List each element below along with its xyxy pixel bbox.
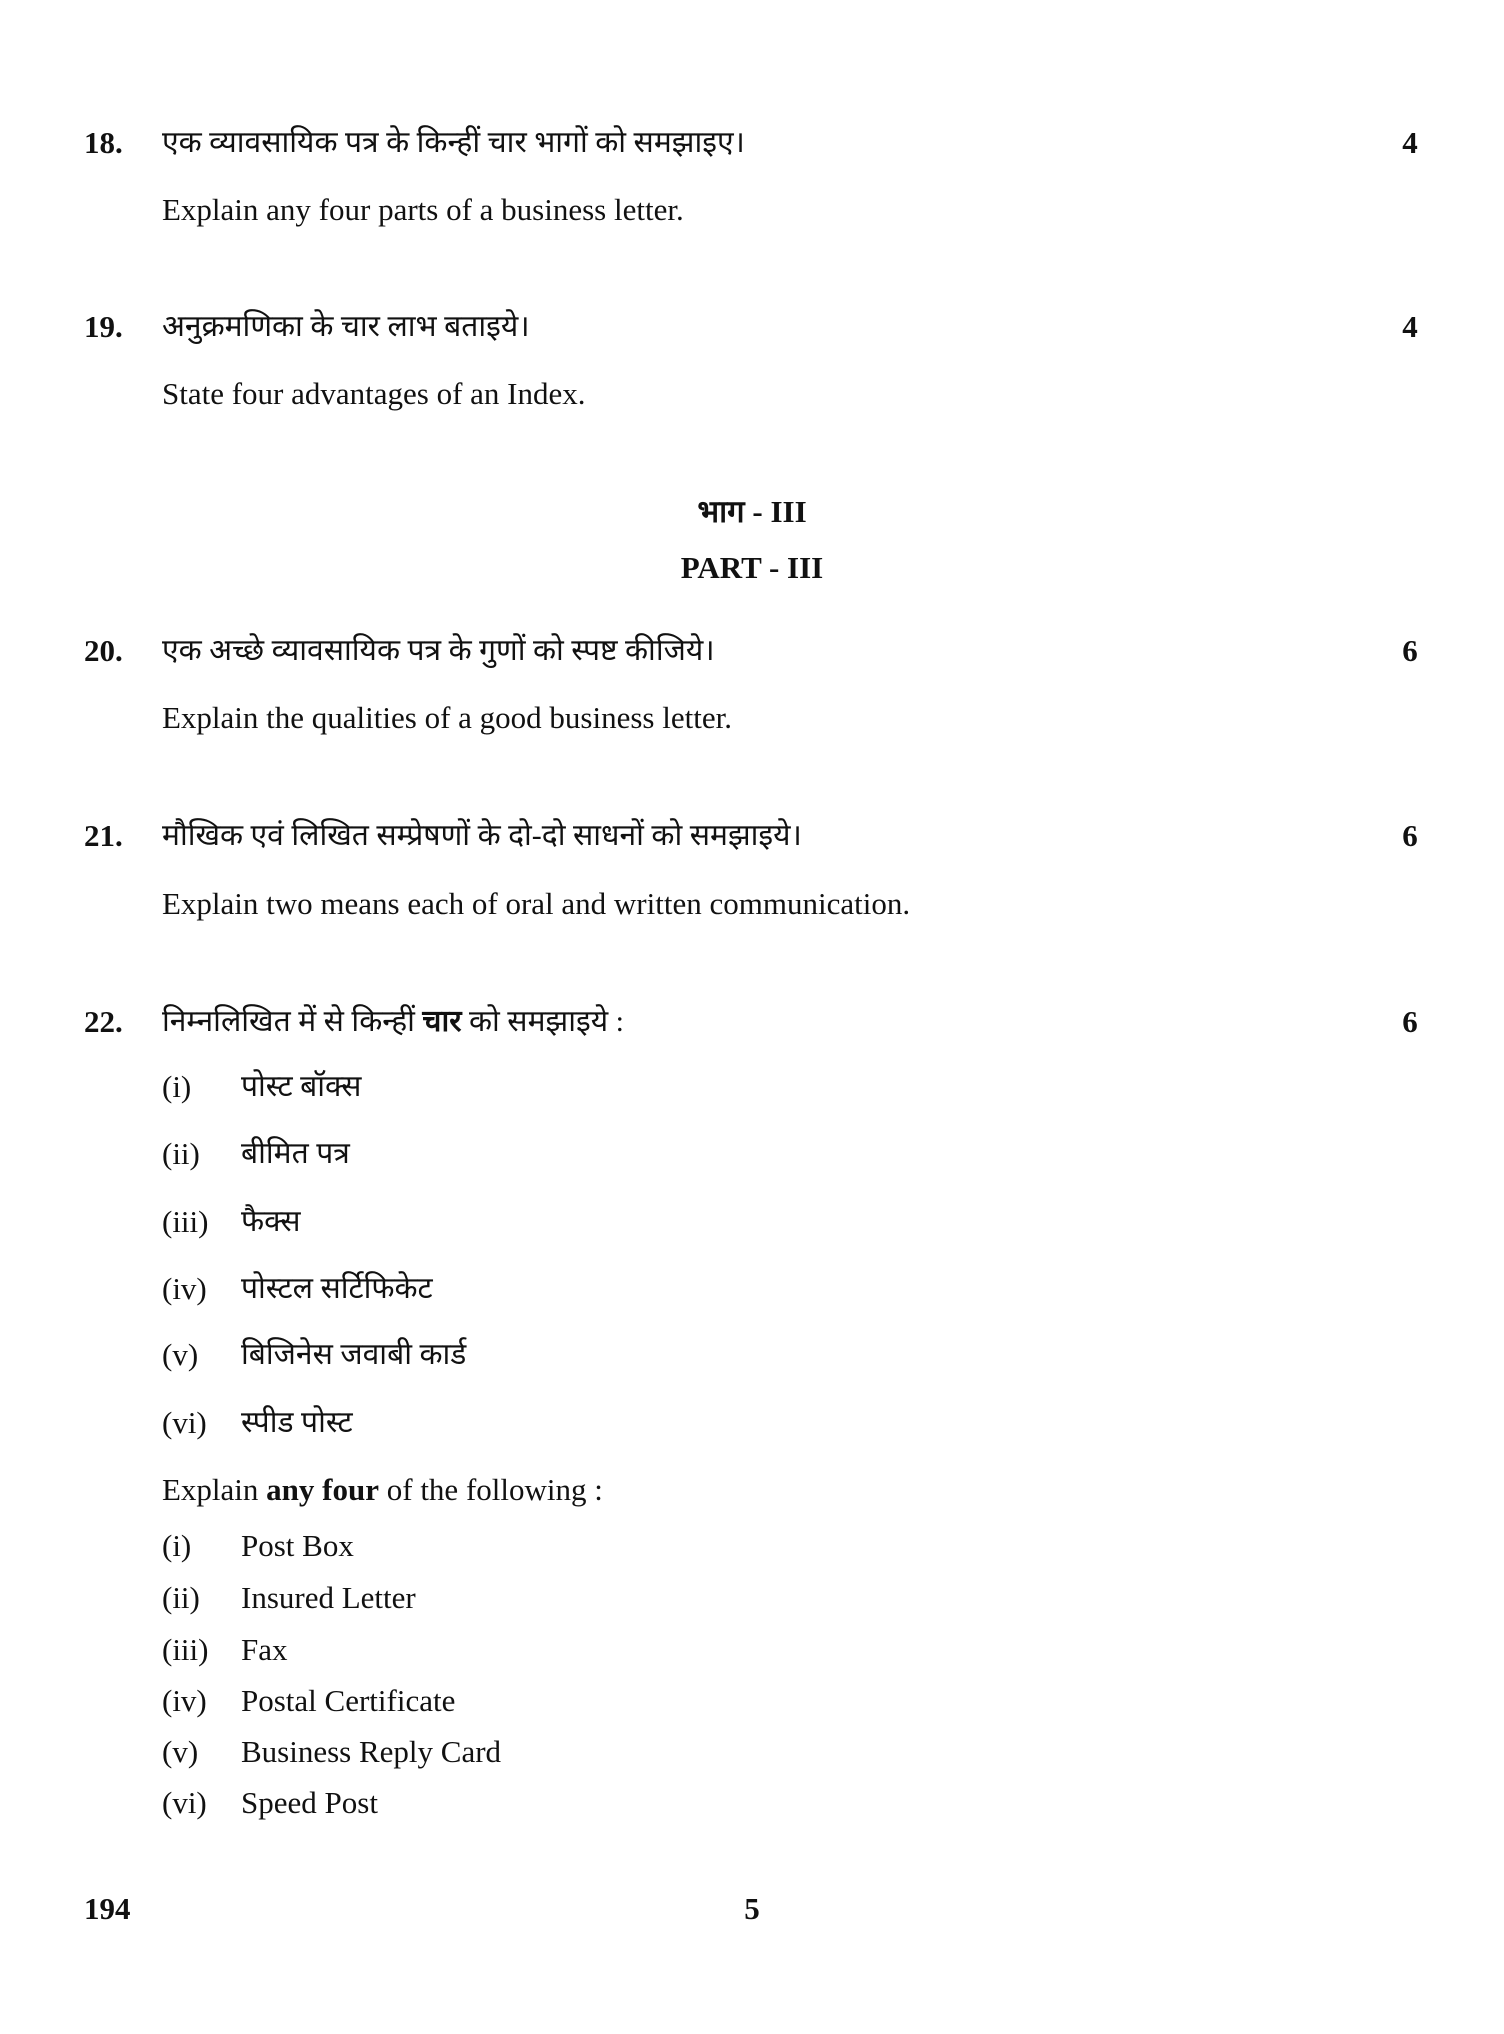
item-text-english: Business Reply Card xyxy=(241,1734,502,1769)
question-text-english xyxy=(162,1468,603,1512)
emphasis: any four xyxy=(266,1472,379,1507)
question-number: 20. xyxy=(84,633,123,668)
question-marks: 4 xyxy=(1402,125,1418,160)
item-roman: (vi) xyxy=(162,1405,207,1440)
item-text-hindi: स्पीड पोस्ट xyxy=(241,1406,353,1439)
section-heading-english: PART - III xyxy=(680,550,824,585)
text: निम्नलिखित में से किन्हीं xyxy=(162,1005,415,1038)
item-text-english: Postal Certificate xyxy=(241,1683,456,1718)
item-text-english: Insured Letter xyxy=(241,1580,416,1615)
item-text-english: Fax xyxy=(241,1632,288,1667)
item-roman: (v) xyxy=(162,1734,199,1769)
question-marks: 6 xyxy=(1402,633,1418,668)
question-text-english: State four advantages of an Index. xyxy=(162,376,586,411)
question-text-english: Explain the qualities of a good business letter. xyxy=(162,700,732,735)
question-marks: 4 xyxy=(1402,309,1418,344)
emphasis: चार xyxy=(422,1005,462,1038)
question-text-hindi: एक अच्छे व्यावसायिक पत्र के गुणों को स्पष्ट कीजिये। xyxy=(162,634,715,667)
item-text-hindi: पोस्ट बॉक्स xyxy=(241,1070,362,1103)
item-text-hindi: बिजिनेस जवाबी कार्ड xyxy=(241,1338,467,1371)
section-heading-hindi: भाग - III xyxy=(697,494,807,529)
paper-code: 194 xyxy=(84,1891,131,1926)
item-text-english: Post Box xyxy=(241,1528,354,1563)
item-text-hindi: फैक्स xyxy=(241,1205,301,1238)
item-roman: (vi) xyxy=(162,1785,207,1820)
item-roman: (iii) xyxy=(162,1204,209,1239)
item-roman: (iii) xyxy=(162,1632,209,1667)
question-number: 22. xyxy=(84,1004,123,1039)
item-text-english: Speed Post xyxy=(241,1785,378,1820)
question-text-english: Explain any four parts of a business letter. xyxy=(162,192,684,227)
item-text-hindi: पोस्टल सर्टिफिकेट xyxy=(241,1272,433,1305)
question-number: 21. xyxy=(84,818,123,853)
item-roman: (i) xyxy=(162,1069,192,1104)
item-roman: (iv) xyxy=(162,1683,207,1718)
item-text-hindi: बीमित पत्र xyxy=(241,1137,350,1170)
question-number: 19. xyxy=(84,309,123,344)
question-marks: 6 xyxy=(1402,1004,1418,1039)
item-roman: (v) xyxy=(162,1337,199,1372)
item-roman: (i) xyxy=(162,1528,192,1563)
item-roman: (iv) xyxy=(162,1271,207,1306)
text: को समझाइये : xyxy=(469,1005,624,1038)
page-number: 5 xyxy=(744,1891,760,1926)
text: Explain xyxy=(162,1472,259,1507)
text: of the following : xyxy=(386,1472,603,1507)
item-roman: (ii) xyxy=(162,1136,200,1171)
question-text-hindi xyxy=(162,1000,624,1044)
question-text-hindi: मौखिक एवं लिखित सम्प्रेषणों के दो-दो साधनों को समझाइये। xyxy=(162,819,802,852)
question-text-english: Explain two means each of oral and written communication. xyxy=(162,886,911,921)
question-number: 18. xyxy=(84,125,123,160)
question-text-hindi: अनुक्रमणिका के चार लाभ बताइये। xyxy=(162,310,530,343)
question-marks: 6 xyxy=(1402,818,1418,853)
item-roman: (ii) xyxy=(162,1580,200,1615)
question-text-hindi: एक व्यावसायिक पत्र के किन्हीं चार भागों को समझाइए। xyxy=(162,126,745,159)
